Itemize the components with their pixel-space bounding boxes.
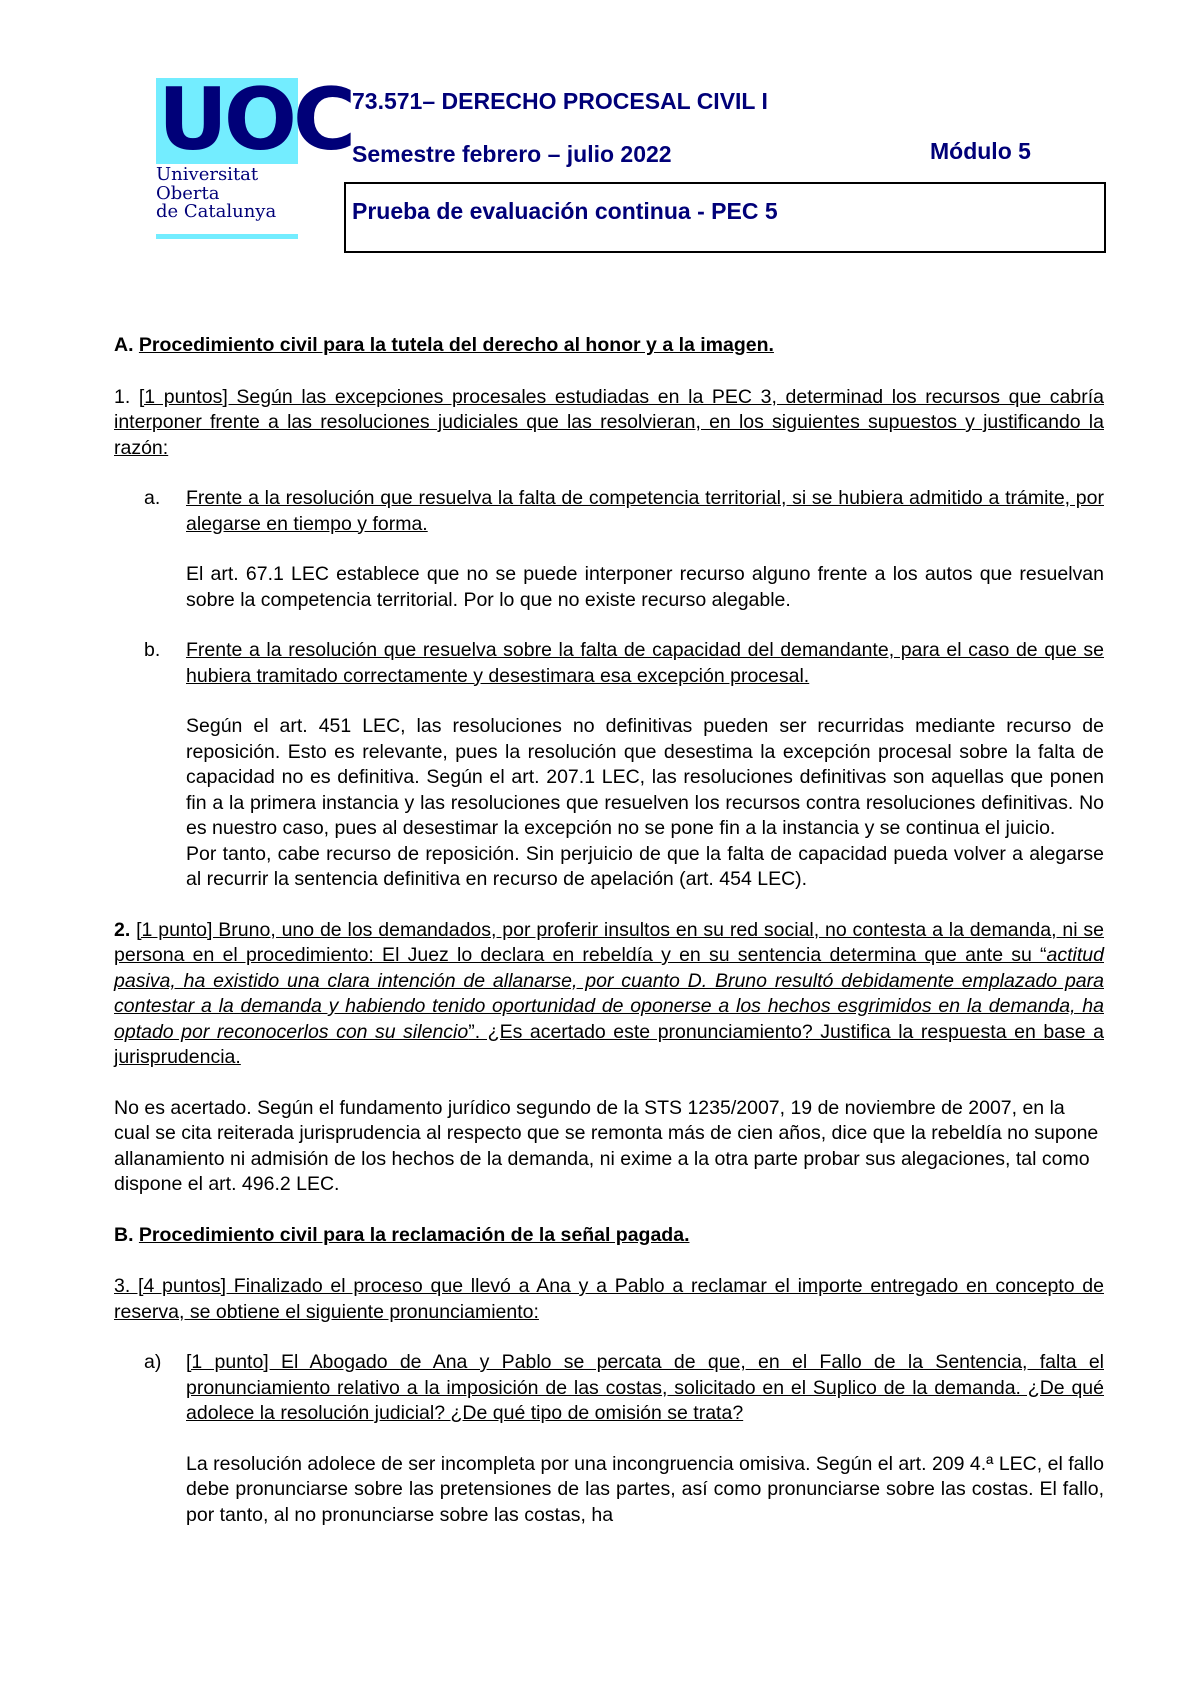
answer-3a: La resolución adolece de ser incompleta por una incongruencia omisiva. Según el art. 209 4.ª LEC, el fallo debe pronunciarse sobre las pretensiones de las partes, así como pronunciarse sobre las costas. El fallo, por tanto, al no pronunciarse sobre las costas, ha — [186, 1452, 1104, 1526]
question-1a-text: Frente a la resolución que resuelva la falta de competencia territorial, si se hubiera admitido a trámite, por alegarse en tiempo y forma. — [186, 487, 1104, 535]
question-1a — [114, 486, 1104, 537]
question-2-ending: ”. ¿Es acertado este pronunciamiento? Justifica la respuesta en base a jurisprudencia. — [114, 1020, 1104, 1068]
answer-1b-paragraph-1: Según el art. 451 LEC, las resoluciones no definitivas pueden ser recurridas mediante recurso de reposición. Esto es relevante, pues la resolución que desestima la excepción procesal sobre la falta de capacidad no es definitiva. Según el art. 207.1 LEC, las resoluciones definitivas son aquellas que ponen fin a la primera instancia y las resoluciones que resuelven los recursos contra resoluciones definitivas. No es nuestro caso, pues al desestimar la excepción no se pone fin a la instancia y se continua el juicio. — [186, 715, 1104, 839]
question-1b-text: Frente a la resolución que resuelva sobre la falta de capacidad del demandante, para el caso de que se hubiera tramitado correctamente y desestimara esa excepción procesal. — [186, 639, 1104, 687]
section-a-letter: A. — [114, 334, 134, 356]
section-a-heading — [114, 333, 1104, 359]
question-3a-label: a) — [144, 1351, 162, 1373]
pec-title-box — [344, 182, 1106, 253]
logo-name-line2: Oberta — [156, 182, 220, 204]
logo-underline-bar — [156, 234, 298, 239]
answer-2: No es acertado. Según el fundamento jurídico segundo de la STS 1235/2007, 19 de noviembre de 2007, en la cual se cita reiterada jurisprudencia al respecto que se remonta más de cien años, dice que la rebeldía no supone allanamiento ni admisión de los hechos de la demanda, ni exime a la otra parte probar sus alegaciones, tal como dispone el art. 496.2 LEC. — [114, 1096, 1099, 1195]
logo-name-line1: Universitat — [156, 164, 259, 185]
question-1b-label: b. — [144, 639, 161, 661]
semester-label: Semestre febrero – julio 2022 — [352, 141, 672, 167]
document-body — [114, 333, 1104, 1528]
question-1a-label: a. — [144, 487, 161, 509]
question-1-number: 1. — [114, 385, 131, 408]
pec-title: Prueba de evaluación continua - PEC 5 — [352, 198, 778, 224]
question-2-text — [114, 919, 1104, 1069]
section-b-heading — [114, 1223, 1104, 1249]
course-title: 73.571– DERECHO PROCESAL CIVIL I — [352, 88, 768, 114]
logo-letters: UOC — [158, 70, 353, 170]
answer-1b-paragraph-2: Por tanto, cabe recurso de reposición. Sin perjuicio de que la falta de capacidad pueda volver a alegarse al recurrir la sentencia definitiva en recurso de apelación (art. 454 LEC). — [186, 842, 1104, 890]
uoc-logo — [156, 70, 353, 242]
question-3: 3. [4 puntos] Finalizado el proceso que llevó a Ana y a Pablo a reclamar el importe entregado en concepto de reserva, se obtiene el siguiente pronunciamiento: — [114, 1275, 1104, 1323]
module-label: Módulo 5 — [930, 138, 1031, 164]
section-b-letter: B. — [114, 1223, 134, 1246]
section-b-title: Procedimiento civil para la reclamación de la señal pagada. — [138, 1223, 690, 1246]
question-2-intro: [1 punto] Bruno, uno de los demandados, por proferir insultos en su red social, no contesta a la demanda, ni se persona en el procedimiento: El Juez lo declara en rebeldía y en su sentencia determina que ante su “ — [114, 918, 1104, 966]
logo-name-line3: de Catalunya — [156, 201, 277, 222]
question-3a — [114, 1350, 1104, 1427]
question-2 — [114, 918, 1104, 1071]
question-1-text: [1 puntos] Según las excepciones procesales estudiadas en la PEC 3, determinad los recursos que cabría interponer frente a las resoluciones judiciales que las resolvieran, en los siguientes supuestos y justificando la razón: — [114, 385, 1104, 459]
question-1 — [114, 385, 1104, 462]
question-3a-text: [1 punto] El Abogado de Ana y Pablo se percata de que, en el Fallo de la Sentencia, falta el pronunciamiento relativo a la imposición de las costas, solicitado en el Suplico de la demanda. ¿De qué adolece la resolución judicial? ¿De qué tipo de omisión se trata? — [186, 1351, 1104, 1424]
question-2-number: 2. — [114, 918, 131, 941]
question-1b — [114, 638, 1104, 689]
question-2-quote: actitud pasiva, ha existido una clara intención de allanarse, por cuanto D. Bruno resultó debidamente emplazado para contestar a la demanda y habiendo tenido oportunidad de oponerse a los hechos esgrimidos en la demanda, ha optado por reconocerlos con su silencio — [114, 944, 1104, 1043]
section-a-title: Procedimiento civil para la tutela del derecho al honor y a la imagen. — [138, 334, 774, 356]
answer-1a: El art. 67.1 LEC establece que no se puede interponer recurso alguno frente a los autos que resuelvan sobre la competencia territorial. Por lo que no existe recurso alegable. — [186, 563, 1104, 611]
logo-university-name — [156, 166, 276, 222]
logo-square — [156, 70, 353, 170]
